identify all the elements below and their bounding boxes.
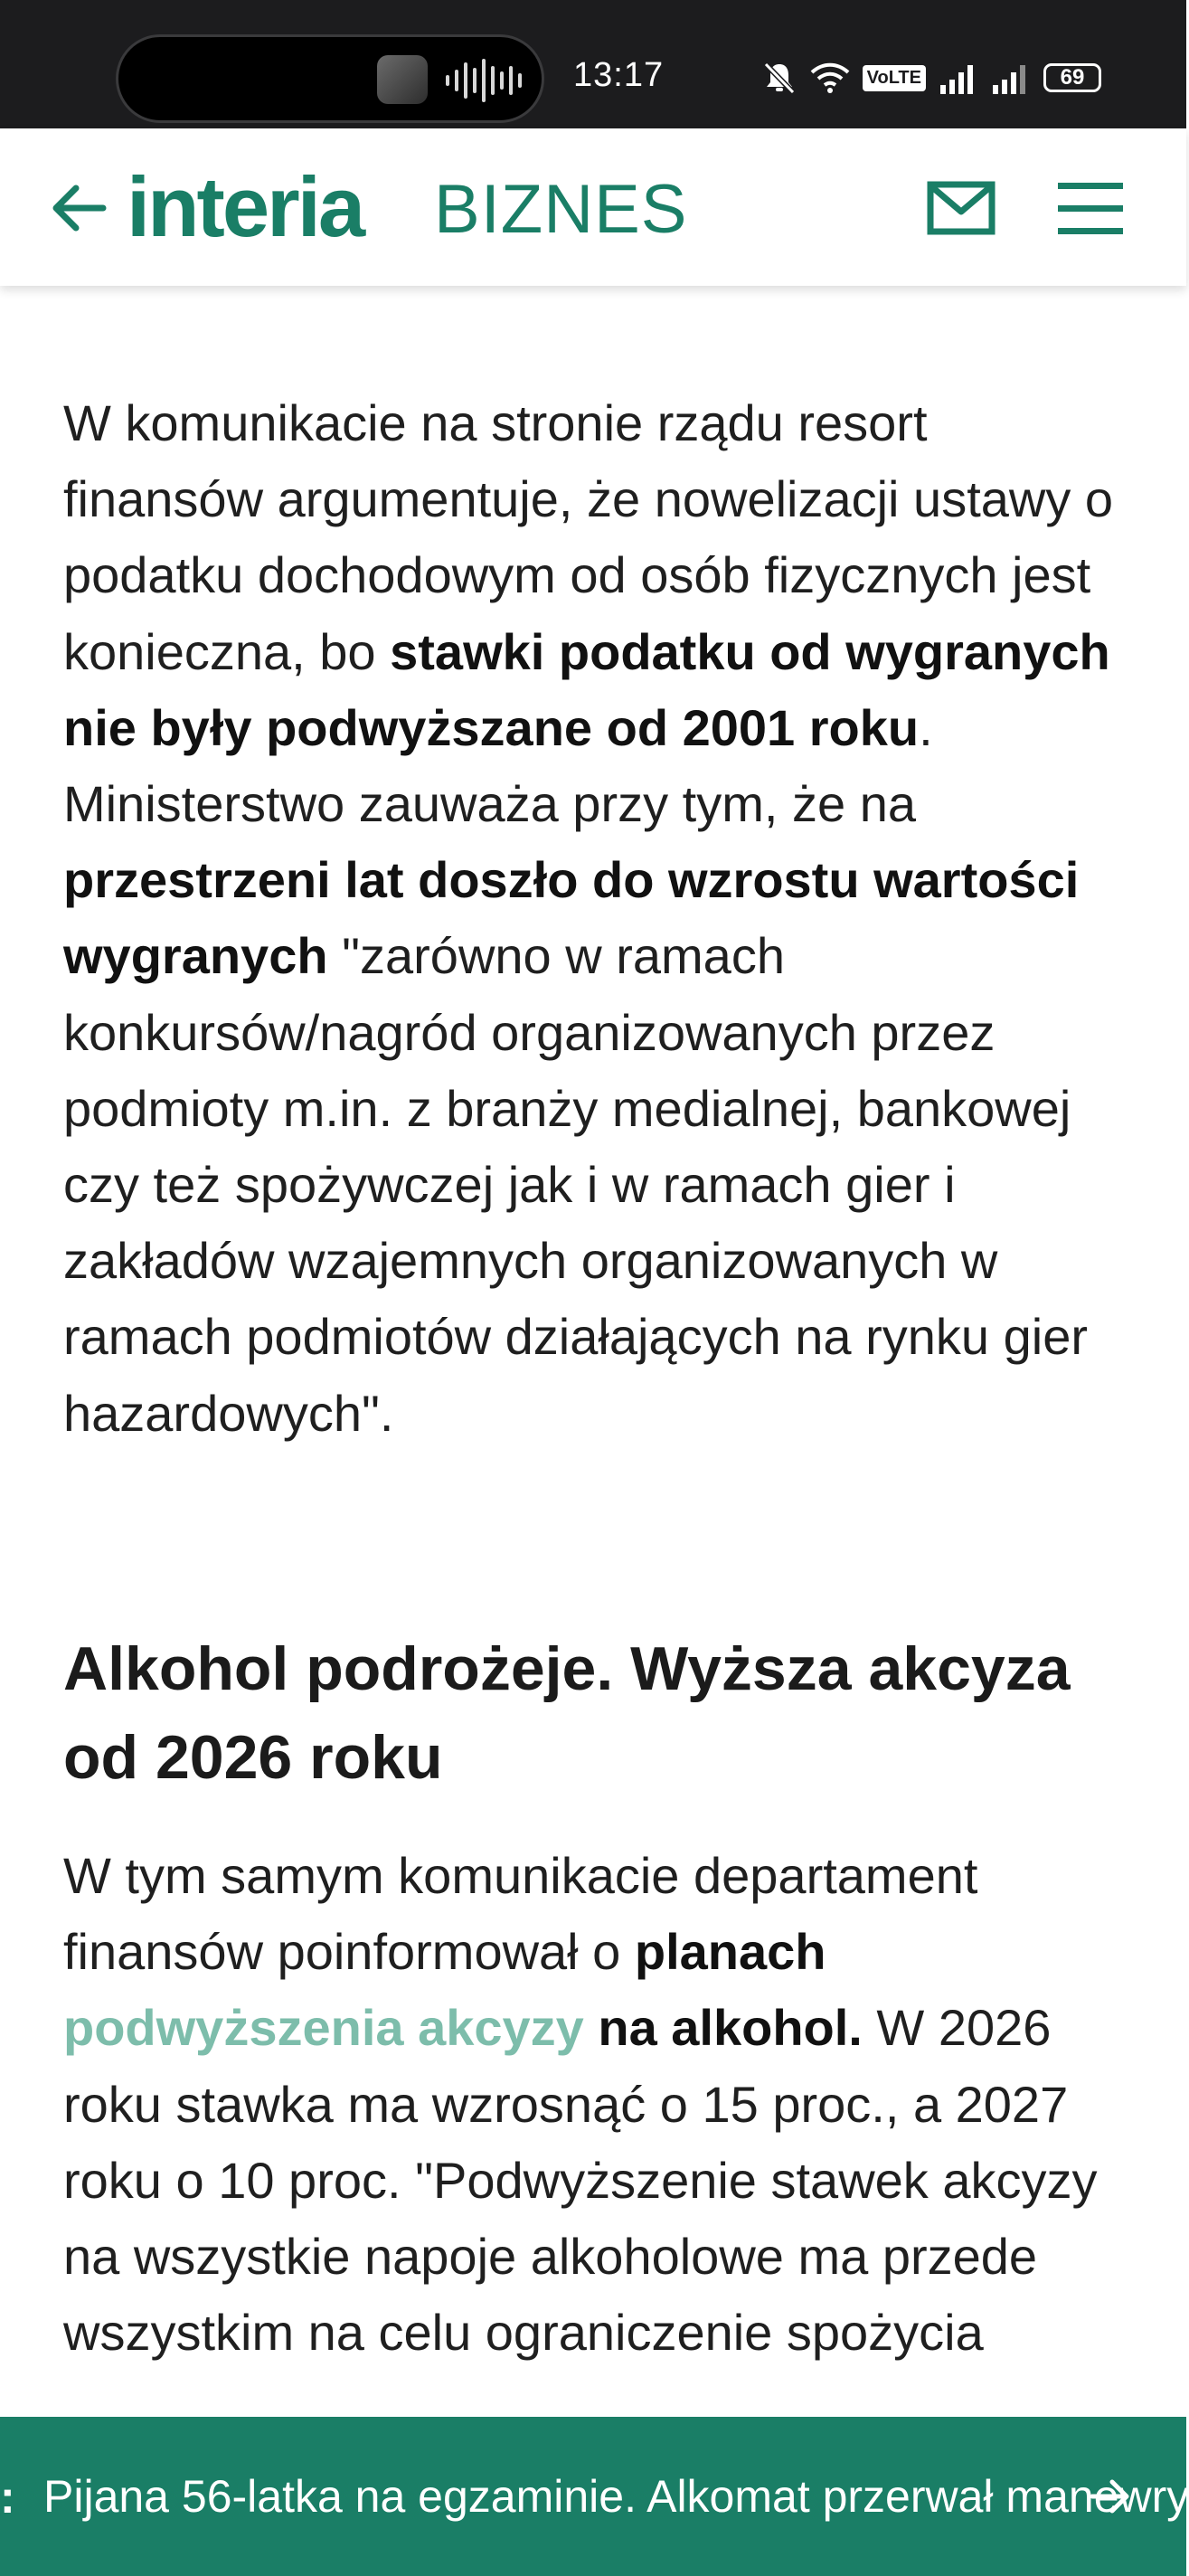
section-name[interactable]: BIZNES — [434, 171, 688, 248]
wifi-icon — [810, 62, 850, 94]
waveform-icon — [444, 59, 527, 102]
battery-icon: 69 — [1043, 63, 1101, 92]
arrow-right-icon[interactable] — [1085, 2471, 1136, 2522]
paragraph-text: W 2026 roku stawka ma wzrosnąć o 15 proc., a 2027 roku o 10 proc. "Podwyższenie stawek akcyzy na wszystkie napoje alkoholowe ma przede wszystkim na celu ograniczenie spożycia — [63, 1999, 1098, 2362]
article-paragraph — [63, 1838, 1130, 2371]
site-header — [0, 128, 1186, 286]
signal-icon — [939, 62, 978, 94]
mail-icon[interactable] — [926, 179, 996, 239]
volte-icon: VoLTE — [863, 65, 926, 91]
ticker-prefix: : — [0, 2472, 15, 2523]
media-thumbnail — [377, 55, 428, 104]
paragraph-bold-text: stawki podatku od wygranych nie były podwyższane od 2001 roku — [63, 622, 1110, 756]
mute-icon — [761, 60, 797, 96]
paragraph-text: "zarówno w ramach konkursów/nagród organizowanych przez podmioty m.in. z branży medialnej, bankowej czy też spożywczej jak i w ramach gier i zakładów wzajemnych organizowanych w ramach podmiotów działających na rynku gier hazardowych". — [63, 927, 1088, 1442]
paragraph-bold-text: planach — [634, 1923, 826, 1981]
dynamic-island[interactable] — [116, 34, 544, 123]
status-icons — [761, 60, 1101, 96]
signal-icon — [991, 62, 1031, 94]
clock: 13:17 — [573, 56, 665, 94]
brand-logo[interactable]: interia — [127, 159, 363, 254]
akcyza-link[interactable]: podwyższenia akcyzy — [63, 1999, 584, 2057]
section-heading: Alkohol podrożeje. Wyższa akcyza od 2026 roku — [63, 1634, 1071, 1792]
paragraph-bold-text: na alkohol. — [583, 1999, 863, 2057]
paragraph-text: W komunikacie na stronie rządu resort finansów argumentuje, że nowelizacji ustawy o podatku dochodowym od osób fizycznych jest konieczna, bo — [63, 394, 1114, 680]
paragraph-text: . Ministerstwo zauważa przy tym, że na — [63, 698, 933, 833]
article-paragraph — [63, 385, 1130, 1452]
status-bar — [0, 0, 1186, 128]
hamburger-menu-icon[interactable] — [1056, 179, 1125, 239]
paragraph-text: W tym samym komunikacie departament finansów poinformował o — [63, 1847, 978, 1981]
recommended-article-title[interactable]: Pijana 56-latka na egzaminie. Alkomat przerwał manewry — [43, 2471, 1189, 2522]
recommended-article-bar[interactable] — [0, 2417, 1189, 2576]
paragraph-bold-text: przestrzeni lat doszło do wzrostu wartości wygranych — [63, 851, 1080, 985]
back-arrow-icon[interactable] — [47, 175, 112, 241]
